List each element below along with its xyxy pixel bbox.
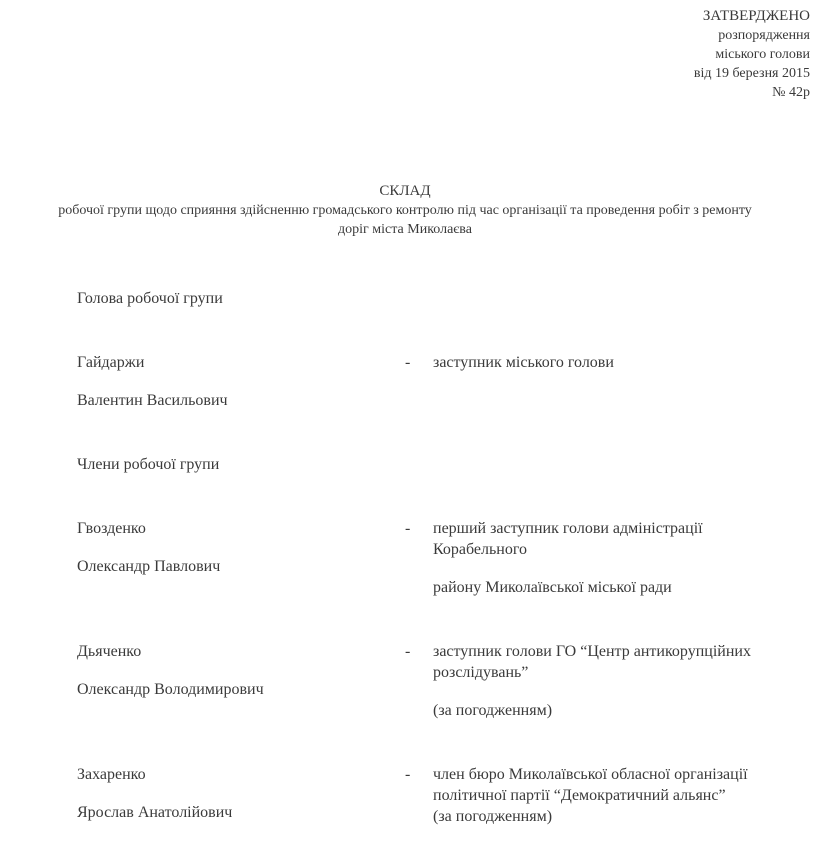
member-3-given-name: Ярослав Анатолійович xyxy=(77,804,233,821)
member-1-role-line2: Корабельного xyxy=(433,541,528,558)
approval-status: ЗАТВЕРДЖЕНО xyxy=(702,8,810,24)
document-title: СКЛАД xyxy=(379,183,431,199)
member-1-surname: Гвозденко xyxy=(77,520,146,537)
member-1-role-line1: перший заступник голови адміністрації xyxy=(433,520,703,537)
member-1-dash: - xyxy=(405,520,411,537)
approval-number: № 42р xyxy=(772,85,810,100)
head-dash: - xyxy=(405,354,411,371)
document-subtitle-line2: доріг міста Миколаєва xyxy=(338,222,472,237)
document-subtitle-line1: робочої групи щодо сприяння здійсненню громадського контролю під час організації та проведення робіт з ремонту xyxy=(58,203,752,218)
member-2-surname: Дьяченко xyxy=(77,643,142,660)
member-3-dash: - xyxy=(405,766,411,783)
member-2-dash: - xyxy=(405,643,411,660)
member-3-role-line1: член бюро Миколаївської обласної організації xyxy=(433,766,748,783)
head-surname: Гайдаржи xyxy=(77,354,145,371)
head-role: заступник міського голови xyxy=(433,354,614,371)
member-1-given-name: Олександр Павлович xyxy=(77,558,221,575)
member-3-role-line3: (за погодженням) xyxy=(433,808,553,825)
section-members-label: Члени робочої групи xyxy=(77,456,220,473)
member-3-surname: Захаренко xyxy=(77,766,146,783)
head-given-name: Валентин Васильович xyxy=(77,392,228,409)
member-1-role-line3: району Миколаївської міської ради xyxy=(433,579,672,596)
member-3-role-line2: політичної партії “Демократичний альянс” xyxy=(433,787,726,804)
member-2-role-line1: заступник голови ГО “Центр антикорупційних xyxy=(433,643,751,660)
approval-issuer: міського голови xyxy=(715,47,810,62)
section-head-label: Голова робочої групи xyxy=(77,290,223,307)
approval-doc-type: розпорядження xyxy=(718,28,810,43)
member-2-given-name: Олександр Володимирович xyxy=(77,681,264,698)
member-2-role-line2: розслідувань” xyxy=(433,664,529,681)
approval-date: від 19 березня 2015 xyxy=(693,66,810,81)
approval-block xyxy=(694,6,810,102)
document-heading xyxy=(0,181,810,239)
member-2-role-line3: (за погодженням) xyxy=(433,702,553,719)
